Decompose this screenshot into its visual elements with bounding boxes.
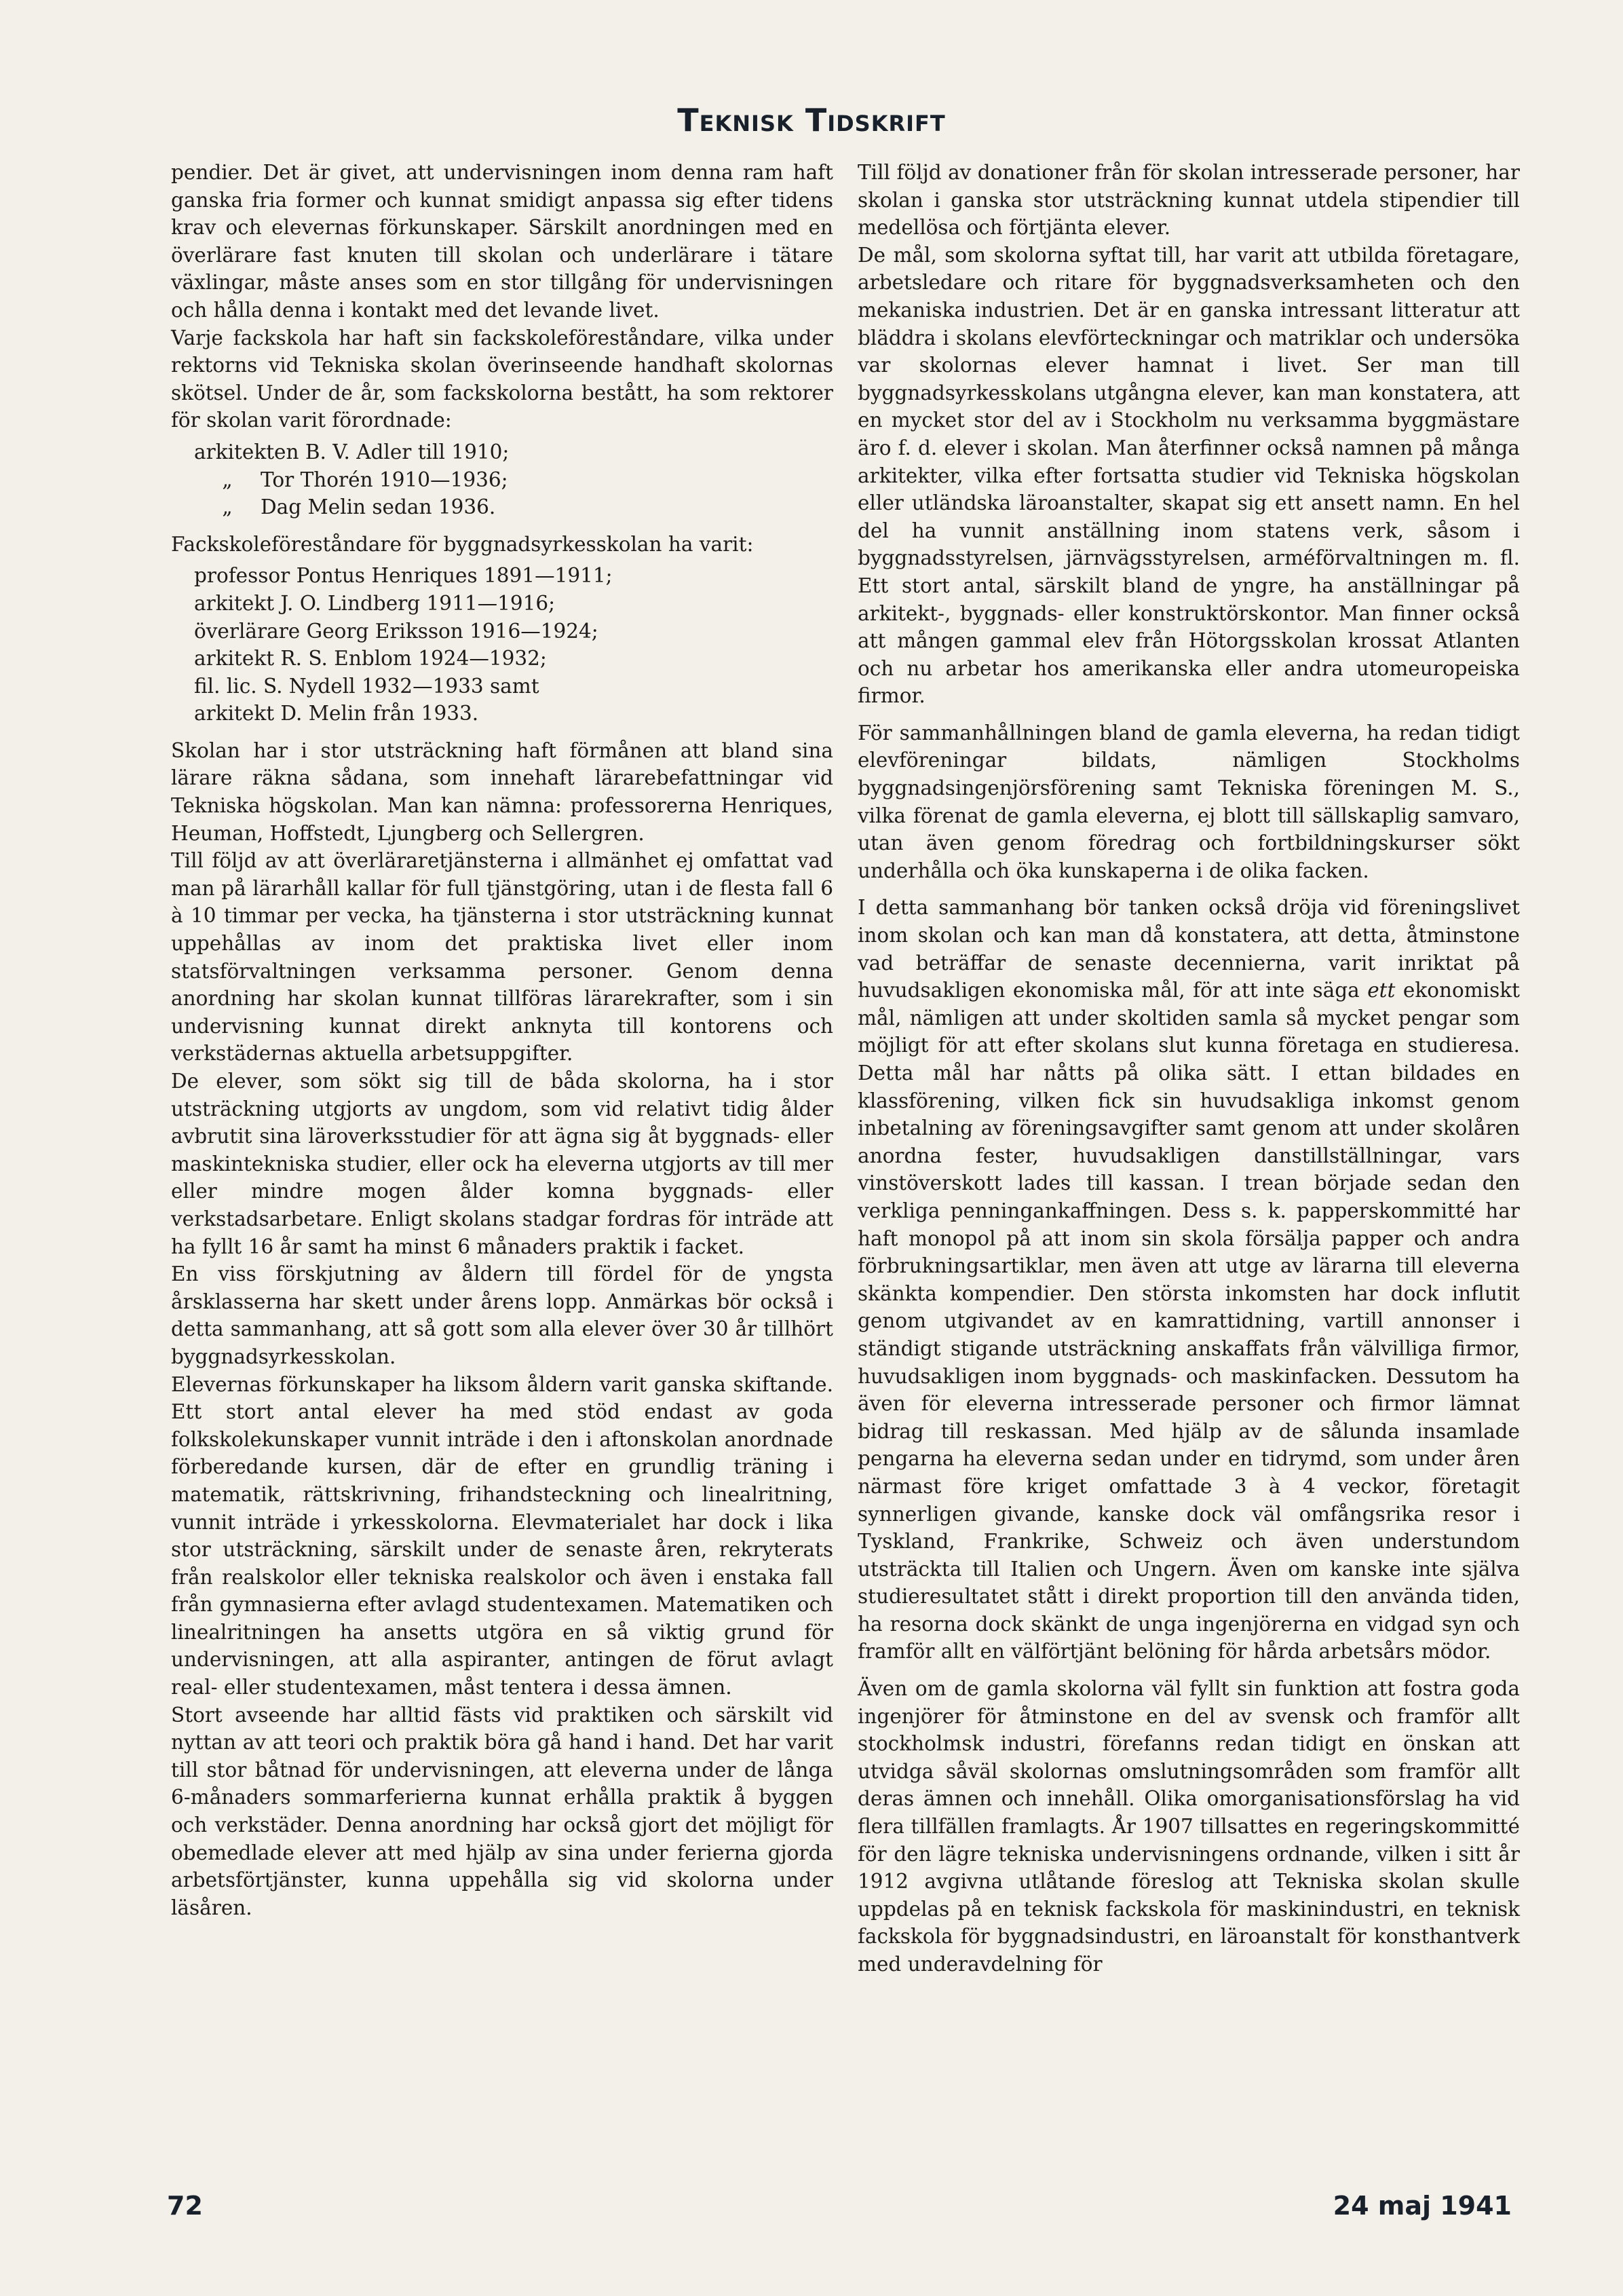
head-entry: fil. lic. S. Nydell 1932—1933 samt [194, 674, 539, 698]
emphasis: ett [1367, 979, 1396, 1002]
ditto-mark: „ [222, 468, 233, 491]
paragraph: Även om de gamla skolorna väl fyllt sin funktion att fostra goda ingenjörer för åtminstone en del av svensk och framför allt stockholmsk industri, förefanns redan tidigt en önskan att utvidga såväl skolornas omslutningsområden som framför allt deras ämnen och innehåll. Olika omorganisationsförslag ha vid flera tillfällen framlagts. År 1907 tillsattes en regeringskommitté för den lägre tekniska undervisningens ordnande, vilken i sitt år 1912 avgivna utlåtande föreslog att Tekniska skolan skulle uppdelas på en teknisk fackskola för maskinindustri, en teknisk fackskola för byggnadsindustri, en läroanstalt för konsthantverk med underavdelning för [858, 1677, 1520, 1976]
paragraph: Varje fackskola har haft sin fackskoleföreståndare, vilka under rektorns vid Tekniska skolan överinseende handhaft skolornas skötsel. Under de år, som fackskolorna bestått, ha som rektorer för skolan varit förordnade: [171, 326, 833, 432]
paragraph: Till följd av att överläraretjänsterna i allmänhet ej omfattat vad man på lärarhåll kallar för full tjänstgöring, utan i de flesta fall 6 à 10 timmar per vecka, ha tjänsterna i stor utsträckning kunnat uppehållas av inom det praktiska livet eller inom statsförvaltningen verksamma personer. Genom denna anordning har skolan kunnat tillföras lärarekrafter, som i sin undervisning kunnat direkt anknyta till kontorens och verkstädernas aktuella arbetsuppgifter. [171, 849, 833, 1066]
paragraph: Skolan har i stor utsträckning haft förmånen att bland sina lärare räkna sådana, som innehaft lärarebefattningar vid Tekniska högskolan. Man kan nämna: professorerna Henriques, Heuman, Hoffstedt, Ljungberg och Sellergren. [171, 738, 833, 845]
paragraph: För sammanhållningen bland de gamla eleverna, ha redan tidigt elevföreningar bildats, nämligen Stockholms byggnadsingenjörsförening samt Tekniska föreningen M. S., vilka förenat de gamla eleverna, ej blott till sällskaplig samvaro, utan även genom föredrag och fortbildningskurser sökt underhålla och öka kunskaperna i de olika facken. [858, 721, 1520, 882]
ditto-mark: „ [222, 495, 233, 519]
head-entry: professor Pontus Henriques 1891—1911; [194, 564, 613, 588]
page-number: 72 [167, 2191, 203, 2221]
rector-list [171, 438, 833, 521]
head-entry: arkitekt R. S. Enblom 1924—1932; [194, 647, 547, 671]
paragraph: Elevernas förkunskaper ha liksom åldern varit ganska skiftande. Ett stort antal elever ha med stöd endast av goda folkskolekunskaper vunnit inträde i den i aftonskolan anordnade förberedande kursen, där de efter en grundlig träning i matematik, rättskrivning, frihandsteckning och linealritning, vunnit inträde i yrkesskolorna. Elevmaterialet har dock i lika stor utsträckning, särskilt under de senaste åren, rekryterats från realskolor eller tekniska realskolor och även i enstaka fall från gymnasierna efter avlagd studentexamen. Matematiken och linealritningen ha ansetts utgöra en så viktig grund för undervisningen, att alla aspiranter, antingen de förut avlagt real- eller studentexamen, måst tentera i dessa ämnen. [171, 1372, 833, 1699]
rector-entry: „ Dag Melin sedan 1936. [171, 493, 833, 521]
running-header: Teknisk Tidskrift [677, 102, 946, 138]
paragraph: Fackskoleföreståndare för byggnadsyrkesskolan ha varit: [171, 532, 754, 556]
paragraph: Till följd av donationer från för skolan intresserade personer, har skolan i ganska stor utsträckning kunnat utdela stipendier till medellösa och förtjänta elever. [858, 161, 1520, 240]
paragraph: Stort avseende har alltid fästs vid praktiken och särskilt vid nyttan av att teori och praktik böra gå hand i hand. Det har varit till stor båtnad för undervisningen, att eleverna under de långa 6-månaders sommarferierna kunnat erhålla praktik å byggen och verkstäder. Denna anordning har också gjort det möjligt för obemedlade elever att med hjälp av sina under ferierna gjorda arbetsförtjänster, kunna uppehålla sig vid skolorna under läsåren. [171, 1703, 833, 1919]
issue-date: 24 maj 1941 [1333, 2191, 1512, 2221]
paragraph: De elever, som sökt sig till de båda skolorna, ha i stor utsträckning utgjorts av ungdom, som vid relativt tidig ålder avbrutit sina läroverksstudier för att ägna sig åt byggnads- eller maskintekniska studier, eller ock ha eleverna utgjorts av till mer eller mindre mogen ålder komna byggnads- eller verkstadsarbetare. Enligt skolans stadgar fordras för inträde att ha fyllt 16 år samt ha minst 6 månaders praktik i facket. [171, 1070, 833, 1258]
right-column [858, 159, 1520, 1978]
paragraph: pendier. Det är givet, att undervisningen inom denna ram haft ganska fria former och kunnat smidigt anpassa sig efter tidens krav och elevernas förkunskaper. Särskilt anordningen med en överlärare fast knuten till skolan och underlärare i tätare växlingar, måste anses som en stor tillgång för undervisningen och hålla denna i kontakt med det levande livet. [171, 161, 833, 322]
paragraph: En viss förskjutning av åldern till fördel för de yngsta årsklasserna har skett under årens lopp. Anmärkas bör också i detta sammanhang, att så gott som alla elever över 30 år tillhört byggnadsyrkesskolan. [171, 1262, 833, 1368]
head-entry: överlärare Georg Eriksson 1916—1924; [194, 619, 598, 643]
paragraph: I detta sammanhang bör tanken också dröja vid föreningslivet inom skolan och kan man då konstatera, att detta, åtminstone vad beträffar de senaste decennierna, varit inriktat på huvudsakligen ekonomiska mål, för att inte säga ett ekonomiskt mål, nämligen att under skoltiden samla så mycket pengar som möjligt för att efter skolans slut kunna företaga en studieresa. Detta mål har nåtts på olika sätt. I ettan bildades en klassförening, vilken fick sin huvudsakliga inkomst genom inbetalning av föreningsavgifter samt genom att under skolåren anordna fester, huvudsakligen danstillställningar, vars vinstöverskott lades till kassan. I trean började sedan den verkliga penningankaffningen. Dess s. k. papperskommitté har haft monopol på att inom sin skola försälja papper och andra förbrukningsartiklar, men även att utge av lärarna till eleverna skänkta kompendier. Den största inkomsten har dock influtit genom utgivandet av en kamrattidning, vartill annonser i ständigt stigande utsträckning anskaffats från välvilliga firmor, huvudsakligen inom byggnads- och maskinfacken. Dessutom ha även för eleverna intresserade personer och firmor lämnat bidrag till reskassan. Med hjälp av de sålunda insamlade pengarna ha eleverna sedan under en tidrymd, som under åren närmast före kriget omfattade 3 à 4 veckor, företagit synnerligen givande, kanske dock väl omfångsrika resor i Tyskland, Frankrike, Schweiz och även understundom utsträckta till Italien och Ungern. Även om kanske inte själva studieresultatet stått i direkt proportion till den använda tiden, ha resorna dock skänkt de unga ingenjörerna en vidgad syn och framför allt en välförtjänt belöning för hårda arbetsårs mödor. [858, 896, 1520, 1663]
head-entry: arkitekt D. Melin från 1933. [194, 702, 479, 726]
head-list [171, 562, 833, 728]
head-entry: arkitekt J. O. Lindberg 1911—1916; [194, 591, 556, 615]
paragraph: De mål, som skolorna syftat till, har varit att utbilda företagare, arbetsledare och ritare för byggnadsverksamheten och den mekaniska industrien. Det är en ganska intressant litteratur att bläddra i skolans elevförteckningar och matriklar och undersöka var skolornas elever hamnat i livet. Ser man till byggnadsyrkesskolans utgångna elever, kan man konstatera, att en mycket stor del av i Stockholm nu verksamma byggmästare äro f. d. elever i skolan. Man återfinner också namnen på många arkitekter, vilka efter fortsatta studier vid Tekniska högskolan eller utländska läroanstalter, skapat sig ett ansett namn. En hel del ha vunnit anställning inom statens verk, såsom i byggnadsstyrelsen, järnvägsstyrelsen, arméförvaltningen m. fl. Ett stort antal, särskilt bland de yngre, ha anställningar på arkitekt-, byggnads- eller konstruktörskontor. Man finner också att mången gammal elev från Hötorgsskolan krossat Atlanten och nu arbetar hos amerikanska eller andra utomeuropeiska firmor. [858, 243, 1520, 708]
rector-entry: „ Tor Thorén 1910—1936; [171, 466, 833, 494]
left-column [171, 159, 833, 1921]
rector-entry: arkitekten B. V. Adler till 1910; [194, 440, 510, 464]
